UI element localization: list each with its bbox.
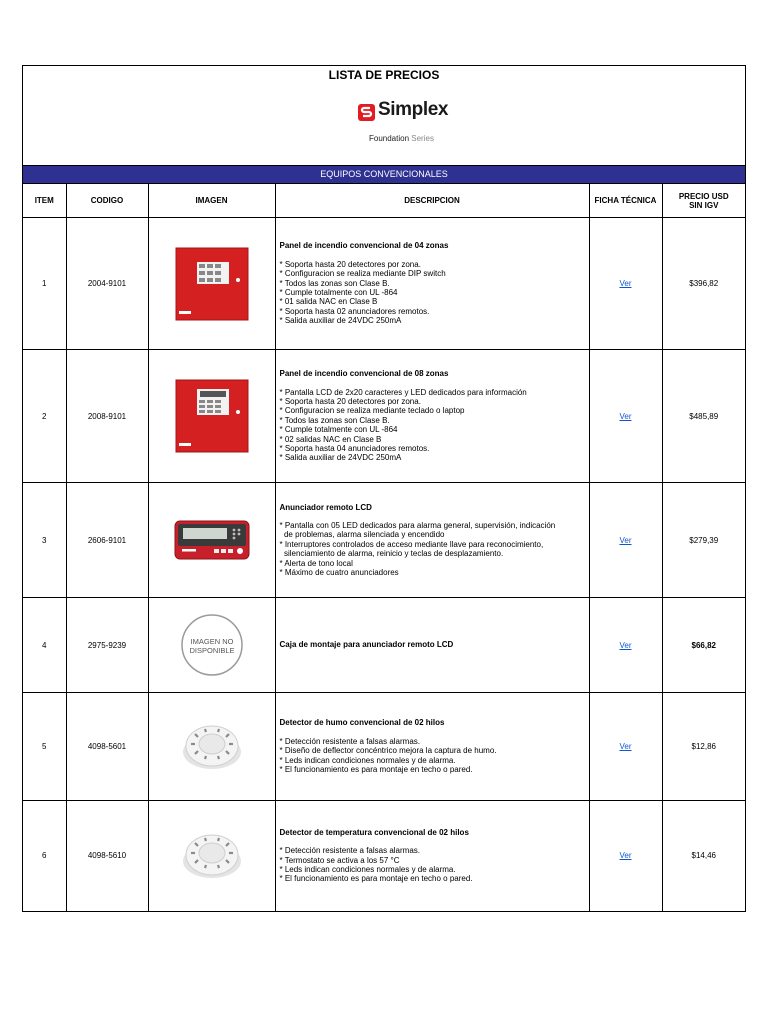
price-cell: $12,86 <box>662 693 745 801</box>
brand-name: Simplex <box>378 99 449 120</box>
code-cell: 2008-9101 <box>66 350 148 483</box>
annunciator-image <box>174 520 250 560</box>
price-list-sheet <box>22 65 746 912</box>
table-header-row <box>23 184 745 218</box>
price-cell: $66,82 <box>662 598 745 693</box>
col-ficha: FICHA TÉCNICA <box>589 184 662 218</box>
product-title: Detector de humo convencional de 02 hilos <box>279 718 445 728</box>
code-cell: 2975-9239 <box>66 598 148 693</box>
page-title: LISTA DE PRECIOS <box>328 68 440 82</box>
table-row <box>23 218 745 350</box>
image-cell <box>148 218 275 350</box>
product-bullets: * Pantalla LCD de 2x20 caracteres y LED dedicados para información * Soporta hasta 20 detectores por zona. * Configuracion se realiza mediante teclado o laptop * Todos las zonas son Clase B. * Cumple totalmente con UL -864 * 02 salidas NAC en Clase B * Soporta hasta 04 anunciadores remotos. * Salida auxiliar de 24VDC 250mA <box>279 387 527 463</box>
image-cell <box>148 350 275 483</box>
price-cell: $485,89 <box>662 350 745 483</box>
table-row <box>23 693 745 801</box>
col-precio <box>662 184 745 218</box>
item-cell: 2 <box>23 350 66 483</box>
product-bullets: * Detección resistente a falsas alarmas. * Termostato se activa a los 57 °C * Leds indican condiciones normales y de alarma. * El funcionamiento es para montaje en techo o pared. <box>279 846 473 884</box>
image-not-available-line2: DISPONIBLE <box>188 646 235 655</box>
product-title: Detector de temperatura convencional de 02 hilos <box>279 827 469 837</box>
col-precio-line2: SIN IGV <box>689 200 719 210</box>
description-cell <box>275 598 589 693</box>
ficha-cell <box>589 350 662 483</box>
heat-detector-image <box>181 831 243 881</box>
brand-series <box>369 134 434 143</box>
image-cell <box>148 801 275 911</box>
col-precio-line1: PRECIO USD <box>678 191 729 201</box>
ficha-link[interactable]: Ver <box>619 535 632 545</box>
image-cell <box>148 598 275 693</box>
title-block <box>23 66 745 166</box>
product-bullets: * Detección resistente a falsas alarmas. * Diseño de deflector concéntrico mejora la captura de humo. * Leds indican condiciones normales y de alarma. * El funcionamiento es para montaje en techo o pared. <box>279 736 497 775</box>
ficha-link[interactable]: Ver <box>619 640 632 650</box>
product-bullets: * Pantalla con 05 LED dedicados para alarma general, supervisión, indicación de problemas, alarma silenciada y encendido * Interruptores controlados de acceso mediante llave para reconocimiento, silenciamiento de alarma, reinicio y teclas de desplazamiento. * Alerta de tono local * Máximo de cuatro anunciadores <box>279 520 556 578</box>
product-title: Anunciador remoto LCD <box>279 502 372 512</box>
price-cell: $396,82 <box>662 218 745 350</box>
description-cell <box>275 218 589 350</box>
description-cell <box>275 483 589 598</box>
code-cell: 4098-5610 <box>66 801 148 911</box>
item-cell: 6 <box>23 801 66 911</box>
ficha-cell <box>589 218 662 350</box>
col-codigo: CODIGO <box>66 184 148 218</box>
description-cell <box>275 350 589 483</box>
fire-panel-image <box>175 379 249 453</box>
item-cell: 5 <box>23 693 66 801</box>
item-cell: 3 <box>23 483 66 598</box>
product-title: Panel de incendio convencional de 04 zonas <box>279 241 449 251</box>
image-not-available-icon <box>180 613 244 677</box>
table-row <box>23 350 745 483</box>
simplex-logo-icon <box>358 104 375 121</box>
ficha-link[interactable]: Ver <box>619 411 632 421</box>
table-row <box>23 483 745 598</box>
product-bullets: * Soporta hasta 20 detectores por zona. * Configuracion se realiza mediante DIP switch * Todos las zonas son Clase B. * Cumple totalmente con UL -864 * 01 salida NAC en Clase B * Soporta hasta 02 anunciadores remotos. * Salida auxiliar de 24VDC 250mA <box>279 259 446 326</box>
image-cell <box>148 483 275 598</box>
ficha-cell <box>589 801 662 911</box>
item-cell: 4 <box>23 598 66 693</box>
image-cell <box>148 693 275 801</box>
code-cell: 2606-9101 <box>66 483 148 598</box>
brand-series-light: Series <box>411 134 434 143</box>
ficha-link[interactable]: Ver <box>619 279 632 288</box>
brand-series-bold: Foundation <box>369 134 410 143</box>
ficha-cell <box>589 598 662 693</box>
section-band: EQUIPOS CONVENCIONALES <box>23 166 745 184</box>
ficha-cell <box>589 693 662 801</box>
item-cell: 1 <box>23 218 66 350</box>
ficha-cell <box>589 483 662 598</box>
description-cell <box>275 801 589 911</box>
simplex-logo <box>336 96 476 151</box>
ficha-link[interactable]: Ver <box>619 742 632 751</box>
price-table <box>23 184 745 911</box>
image-not-available-line1: IMAGEN NO <box>190 637 233 646</box>
price-cell: $14,46 <box>691 851 716 861</box>
description-cell <box>275 693 589 801</box>
fire-panel-image <box>175 247 249 321</box>
code-cell: 2004-9101 <box>66 218 148 350</box>
col-descripcion: DESCRIPCION <box>275 184 589 218</box>
table-row <box>23 598 745 693</box>
product-title: Caja de montaje para anunciador remoto LCD <box>279 640 454 650</box>
product-title: Panel de incendio convencional de 08 zonas <box>279 369 449 379</box>
code-cell: 4098-5601 <box>66 693 148 801</box>
table-row <box>23 801 745 911</box>
col-imagen: IMAGEN <box>148 184 275 218</box>
smoke-detector-image <box>181 722 243 772</box>
ficha-link[interactable]: Ver <box>619 851 632 861</box>
col-item: ITEM <box>23 184 66 218</box>
price-cell: $279,39 <box>662 483 745 598</box>
